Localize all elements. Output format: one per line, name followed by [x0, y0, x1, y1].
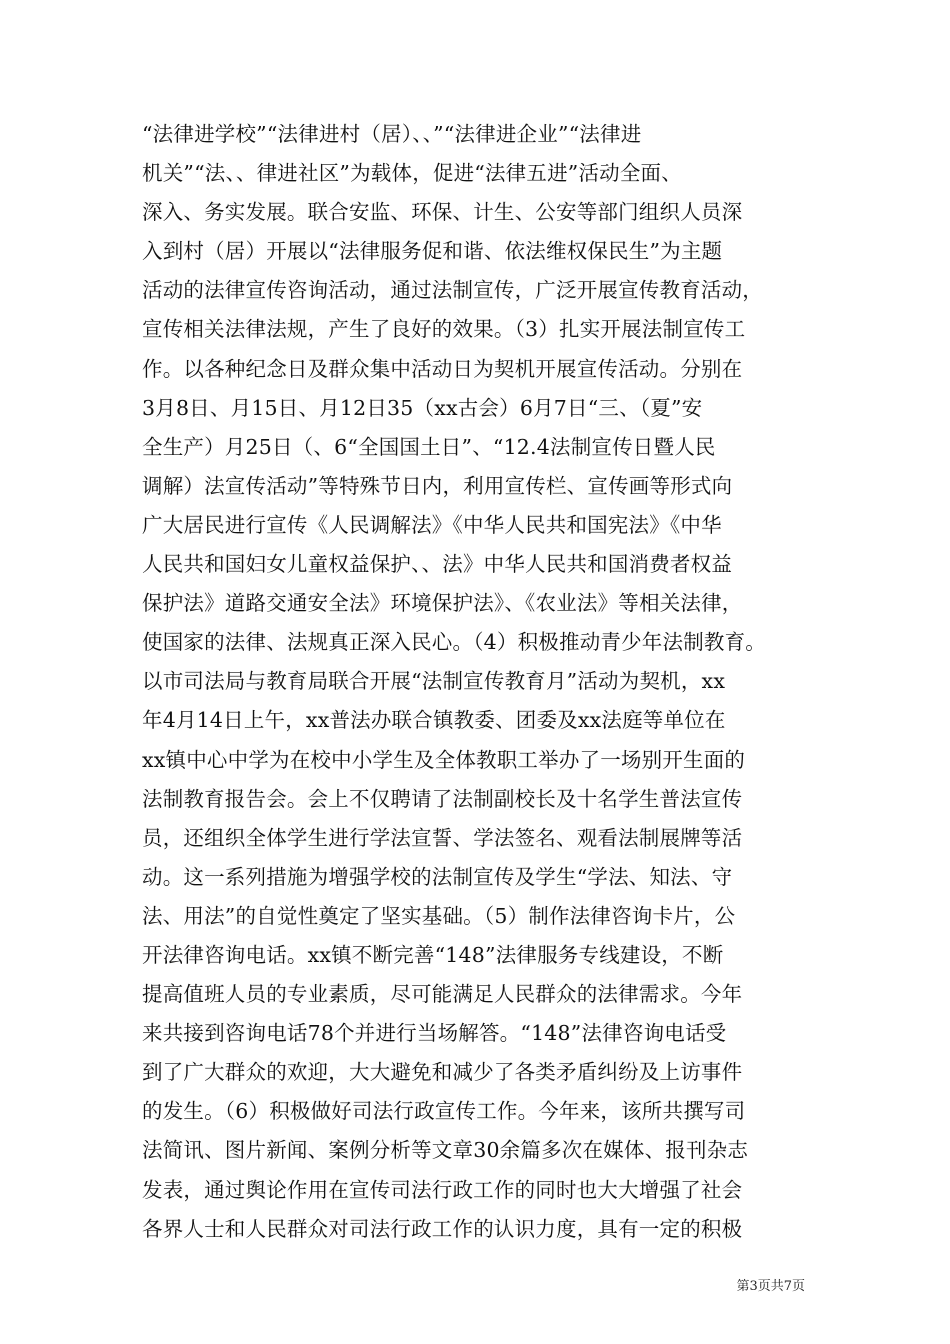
text-line: 使国家的法律、法规真正深入民心。（4）积极推动青少年法制教育。: [142, 630, 766, 655]
text-line: 入到村（居）开展以“法律服务促和谐、依法维权保民生”为主题: [142, 239, 723, 264]
text-line: 以市司法局与教育局联合开展“法制宣传教育月”活动为契机，xx: [142, 669, 726, 694]
text-line: 年4月14日上午，xx普法办联合镇教委、团委及xx法庭等单位在: [142, 708, 726, 733]
page-number: 第3页共7页: [736, 1279, 805, 1294]
text-line: 宣传相关法律法规，产生了良好的效果。（3）扎实开展法制宣传工: [142, 317, 746, 342]
text-line: 动。这一系列措施为增强学校的法制宣传及学生“学法、知法、守: [142, 864, 733, 889]
text-line: 的发生。（6）积极做好司法行政宣传工作。今年来，该所共撰写司: [142, 1099, 746, 1124]
text-line: 深入、务实发展。联合安监、环保、计生、公安等部门组织人员深: [142, 200, 743, 225]
text-line: 员，还组织全体学生进行学法宣誓、学法签名、观看法制展牌等活: [142, 825, 743, 850]
text-line: 来共接到咨询电话78个并进行当场解答。“148”法律咨询电话受: [142, 1021, 727, 1046]
text-line: 到了广大群众的欢迎，大大避免和减少了各类矛盾纠纷及上访事件: [142, 1060, 743, 1085]
text-line: “法律进学校”“法律进村（居）、、”“法律进企业”“法律进: [142, 122, 642, 146]
text-line: 各界人士和人民群众对司法行政工作的认识力度，具有一定的积极: [142, 1216, 743, 1241]
text-line: 3月8日、月15日、月12日35（xx古会）6月7日“三、（夏”安: [142, 395, 703, 420]
document-body: [142, 115, 842, 1249]
text-line: 法简讯、图片新闻、案例分析等文章30余篇多次在媒体、报刊杂志: [142, 1138, 749, 1163]
text-line: 发表，通过舆论作用在宣传司法行政工作的同时也大大增强了社会: [142, 1177, 743, 1202]
text-line: 人民共和国妇女儿童权益保护、、法》中华人民共和国消费者权益: [142, 552, 733, 577]
text-line: 活动的法律宣传咨询活动，通过法制宣传，广泛开展宣传教育活动，: [142, 278, 763, 303]
text-line: 机关”“法、、律进社区”为载体，促进“法律五进”活动全面、: [142, 161, 682, 186]
text-line: 法、用法”的自觉性奠定了坚实基础。（5）制作法律咨询卡片，公: [142, 903, 736, 928]
text-line: 开法律咨询电话。xx镇不断完善“148”法律服务专线建设，不断: [142, 942, 724, 967]
text-line: 广大居民进行宣传《人民调解法》《中华人民共和国宪法》《中华: [142, 512, 722, 537]
text-line: 调解）法宣传活动”等特殊节日内，利用宣传栏、宣传画等形式向: [142, 473, 733, 498]
text-line: xx镇中心中学为在校中小学生及全体教职工举办了一场别开生面的: [142, 747, 746, 772]
text-line: 保护法》道路交通安全法》环境保护法》、《农业法》等相关法律，: [142, 591, 743, 616]
text-line: 法制教育报告会。会上不仅聘请了法制副校长及十名学生普法宣传: [142, 786, 743, 811]
text-line: 提高值班人员的专业素质，尽可能满足人民群众的法律需求。今年: [142, 982, 743, 1007]
text-line: 作。以各种纪念日及群众集中活动日为契机开展宣传活动。分别在: [142, 356, 743, 381]
text-line: 全生产）月25日（、6“全国国土日”、“12.4法制宣传日暨人民: [142, 434, 716, 459]
